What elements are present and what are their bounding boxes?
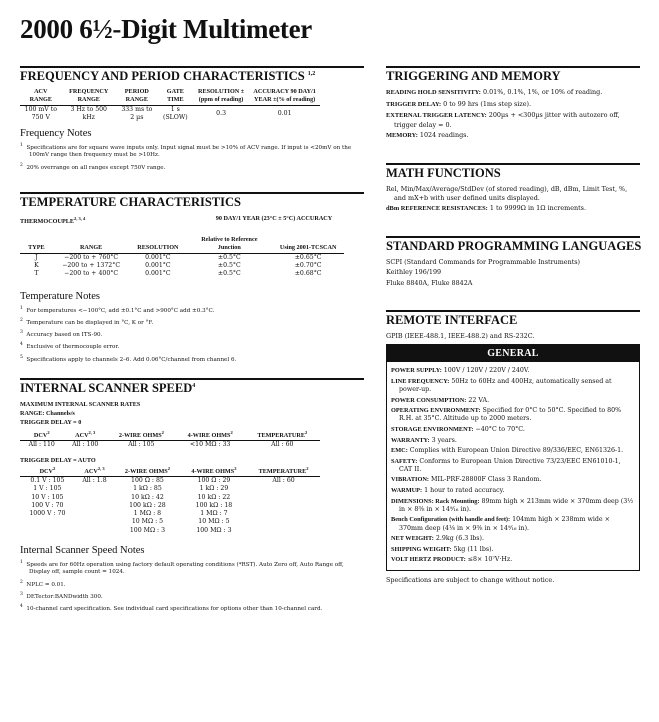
note: $^3$ DETector:BANDwidth 300. bbox=[20, 591, 103, 600]
scanner-column-header: ACV$^{2, 3}$ bbox=[75, 465, 114, 477]
table-row bbox=[20, 510, 320, 518]
temperature-notes-heading: Temperature Notes bbox=[20, 290, 101, 302]
scanner-column-header: TEMPERATURE$^2$ bbox=[245, 429, 320, 441]
table-cell: <10 MΩ : 33 bbox=[189, 441, 231, 449]
cell-frequency: 3 Hz to 500 kHz bbox=[70, 105, 107, 121]
table-cell: 1 MΩ : 7 bbox=[200, 510, 228, 518]
table-cell: 10 kΩ : 42 bbox=[131, 493, 164, 501]
scanner-heading: INTERNAL SCANNER SPEED$^4$ bbox=[20, 380, 196, 395]
table-cell: 0.001°C bbox=[145, 253, 171, 261]
note: $^5$ Specifications apply to channels 2–6. Add 0.06°C/channel from channel 6. bbox=[20, 354, 237, 363]
table-cell: 1000 V : 70 bbox=[29, 510, 66, 518]
table-row bbox=[20, 270, 344, 278]
frequency-heading: FREQUENCY AND PERIOD CHARACTERISTICS $^{1,2}$ bbox=[20, 69, 316, 83]
col-type: TYPE bbox=[20, 236, 53, 253]
general-heading: GENERAL bbox=[387, 345, 639, 362]
spec-item: STORAGE ENVIRONMENT: −40°C to 70°C. bbox=[391, 425, 525, 433]
table-cell bbox=[75, 485, 114, 493]
table-cell: ±0.70°C bbox=[294, 262, 322, 270]
table-cell: 100 MΩ : 3 bbox=[129, 526, 166, 534]
note: $^1$ For temperatures <−100°C, add ±0.1°C and >900°C add ±0.3°C. bbox=[20, 305, 215, 314]
table-cell bbox=[247, 502, 320, 510]
table-cell: All : 1.8 bbox=[82, 476, 107, 484]
table-cell bbox=[20, 518, 75, 526]
table-cell bbox=[75, 527, 114, 535]
table-cell: All : 110 bbox=[28, 441, 55, 449]
table-cell: 1 kΩ : 29 bbox=[199, 485, 229, 493]
col-gate-time: GATE TIME bbox=[158, 88, 193, 105]
table-cell: 0.001°C bbox=[145, 262, 171, 270]
table-cell: J bbox=[35, 253, 38, 261]
spec-item: LINE FREQUENCY: 50Hz to 60Hz and 400Hz, automatically sensed at power-up. bbox=[391, 377, 612, 393]
spec-item: MEMORY: 1024 readings. bbox=[386, 131, 469, 140]
scanner-column-header: 2-WIRE OHMS$^2$ bbox=[107, 429, 176, 441]
note: $^2$ NPLC = 0.01. bbox=[20, 579, 66, 588]
table-cell bbox=[247, 494, 320, 502]
spec-item: POWER SUPPLY: 100V / 120V / 220V / 240V. bbox=[391, 367, 530, 375]
col-accuracy: ACCURACY 90 DAY/1 YEAR ±(% of reading) bbox=[249, 88, 320, 105]
cell-accuracy: 0.01 bbox=[277, 109, 292, 117]
table-cell bbox=[20, 527, 75, 535]
scanner-column-header: ACV$^{2, 3}$ bbox=[63, 429, 106, 441]
table-row bbox=[20, 262, 344, 270]
table-cell: 100 kΩ : 28 bbox=[129, 501, 166, 509]
table-cell: ±0.68°C bbox=[294, 270, 322, 278]
language-item: Fluke 8840A, Fluke 8842A bbox=[386, 278, 473, 287]
scanner-column-header: 4-WIRE OHMS$^2$ bbox=[176, 429, 245, 441]
table-cell bbox=[75, 510, 114, 518]
note: $^4$ Exclusive of thermocouple error. bbox=[20, 342, 120, 351]
spec-item: WARMUP: 1 hour to rated accuracy. bbox=[391, 487, 505, 495]
spec-item: EMC: Complies with European Union Directive 89/336/EEC, EN61326-1. bbox=[391, 447, 624, 455]
math-section bbox=[386, 163, 640, 214]
spec-item: VOLT HERTZ PRODUCT: ≤8× 10⁷V·Hz. bbox=[391, 556, 513, 564]
col-acv-range: ACV RANGE bbox=[20, 88, 62, 105]
col-relative: Relative to Reference Junction bbox=[186, 236, 272, 253]
spec-item: SHIPPING WEIGHT: 5kg (11 lbs). bbox=[391, 545, 494, 553]
temperature-heading: TEMPERATURE CHARACTERISTICS bbox=[20, 195, 241, 210]
table-cell: 100 Ω : 85 bbox=[131, 476, 164, 484]
table-cell: −200 to + 760°C bbox=[64, 253, 119, 261]
scanner-column-header: 2-WIRE OHMS$^2$ bbox=[114, 465, 180, 477]
cell-gate: 1 s (SLOW) bbox=[163, 105, 188, 121]
math-text: Rel, Min/Max/Average/StdDev (of stored reading), dB, dBm, Limit Test, %, and mX+b with user defined units displayed. bbox=[386, 184, 628, 202]
note: $^1$ Specifications are for square wave inputs only. Input signal must be >10% of ACV range. If input is <20mV on the 100mV range then frequency must be >10Hz. bbox=[20, 143, 352, 159]
temperature-table bbox=[20, 236, 344, 278]
table-cell: 10 kΩ : 22 bbox=[197, 493, 231, 501]
spec-item: Bench Configuration (with handle and feet): 104mm high × 238mm wide × 370mm deep (4⅛ in × 9⅜ in × 14⁹⁄₁₆ in). bbox=[391, 516, 610, 532]
left-column bbox=[20, 66, 364, 616]
scanner-column-header: DCV$^2$ bbox=[20, 465, 75, 477]
table-cell: ±0.5°C bbox=[217, 262, 241, 270]
spec-item: READING HOLD SENSITIVITY: 0.01%, 0.1%, 1%, or 10% of reading. bbox=[386, 88, 603, 96]
table-cell: 10 V : 105 bbox=[31, 493, 64, 501]
table-cell: T bbox=[34, 270, 39, 278]
delay-zero-label: TRIGGER DELAY = 0 bbox=[20, 418, 82, 426]
table-cell bbox=[75, 502, 114, 510]
scanner-column-header: TEMPERATURE$^2$ bbox=[247, 465, 320, 477]
cell-acv: 100 mV to 750 V bbox=[24, 105, 57, 121]
table-cell: ±0.5°C bbox=[217, 253, 241, 261]
languages-section bbox=[386, 236, 640, 288]
triggering-section bbox=[386, 66, 640, 141]
table-row bbox=[20, 476, 320, 485]
remote-heading: REMOTE INTERFACE bbox=[386, 312, 518, 327]
table-row bbox=[20, 441, 320, 450]
table-cell bbox=[75, 494, 114, 502]
table-cell: All : 60 bbox=[271, 441, 294, 449]
table-cell: K bbox=[34, 262, 39, 270]
table-row bbox=[20, 502, 320, 510]
scanner-column-header: 4-WIRE OHMS$^2$ bbox=[181, 465, 247, 477]
remote-section bbox=[386, 310, 640, 341]
table-cell: All : 60 bbox=[272, 476, 295, 484]
spec-item: TRIGGER DELAY: 0 to 99 hrs (1ms step size). bbox=[386, 99, 532, 108]
table-cell bbox=[75, 518, 114, 526]
col-resolution: RESOLUTION bbox=[129, 236, 186, 253]
remote-text: GPIB (IEEE-488.1, IEEE-488.2) and RS-232C. bbox=[386, 331, 535, 340]
table-cell: 10 MΩ : 5 bbox=[198, 518, 230, 526]
dbm-reference: dBm REFERENCE RESISTANCES: 1 to 9999Ω in 1Ω increments. bbox=[386, 204, 586, 213]
table-cell: 0.1 V : 105 bbox=[30, 476, 65, 484]
table-cell: ±0.5°C bbox=[217, 270, 241, 278]
table-cell bbox=[247, 518, 320, 526]
table-cell: −200 to + 1372°C bbox=[62, 262, 121, 270]
table-row bbox=[20, 485, 320, 493]
page-title: 2000 6½-Digit Multimeter bbox=[20, 14, 312, 44]
cell-period: 333 ms to 2 µs bbox=[121, 105, 153, 121]
col-resolution: RESOLUTION ±(ppm of reading) bbox=[193, 88, 249, 105]
table-cell bbox=[247, 510, 320, 518]
scanner-section bbox=[20, 378, 364, 614]
spec-item: VIBRATION: MIL-PRF-28800F Class 3 Random. bbox=[391, 476, 542, 484]
table-row bbox=[20, 527, 320, 535]
scanner-table-auto bbox=[20, 465, 320, 535]
spec-item: SAFETY: Conforms to European Union Directive 73/23/EEC EN61010-1, CAT II. bbox=[391, 457, 621, 473]
note: $^2$ Temperature can be displayed in °C, K or °F. bbox=[20, 317, 154, 326]
table-cell: 100 MΩ : 3 bbox=[196, 526, 232, 534]
table-row bbox=[20, 518, 320, 526]
temperature-section bbox=[20, 192, 364, 364]
table-cell: 1 V : 105 bbox=[33, 485, 62, 493]
table-row bbox=[20, 105, 320, 122]
note: $^3$ Accuracy based on ITS-90. bbox=[20, 330, 103, 338]
table-cell: 0.001°C bbox=[145, 270, 171, 278]
table-cell: All : 100 bbox=[72, 441, 99, 449]
col-frequency-range: FREQUENCY RANGE bbox=[62, 88, 116, 105]
table-row bbox=[20, 494, 320, 502]
table-cell: All : 105 bbox=[128, 441, 155, 449]
delay-auto-label: TRIGGER DELAY = AUTO bbox=[20, 456, 96, 464]
scanner-table-delay0 bbox=[20, 429, 320, 450]
spec-item: POWER CONSUMPTION: 22 VA. bbox=[391, 396, 490, 404]
frequency-table bbox=[20, 88, 320, 122]
spec-item: EXTERNAL TRIGGER LATENCY: 200µs + <300µs jitter with autozero off, trigger delay = 0. bbox=[386, 111, 620, 129]
col-range: RANGE bbox=[53, 236, 130, 253]
table-cell: 1 kΩ : 85 bbox=[133, 485, 162, 493]
col-period-range: PERIOD RANGE bbox=[116, 88, 158, 105]
table-cell: ±0.65°C bbox=[294, 253, 322, 261]
language-item: SCPI (Standard Commands for Programmable Instruments) bbox=[386, 257, 581, 266]
spec-item: NET WEIGHT: 2.9kg (6.3 lbs). bbox=[391, 535, 484, 543]
right-column bbox=[386, 66, 640, 587]
table-cell: −200 to + 400°C bbox=[64, 270, 119, 278]
general-box bbox=[386, 344, 640, 571]
cell-resolution: 0.3 bbox=[216, 109, 227, 117]
col-tcscan: Using 2001-TCSCAN bbox=[272, 236, 344, 253]
table-cell bbox=[247, 485, 320, 493]
spec-item: DIMENSIONS: Rack Mounting: 89mm high × 213mm wide × 370mm deep (3½ in × 8⅜ in × 14⁹⁄₁₆ in). bbox=[391, 497, 634, 513]
spec-item: WARRANTY: 3 years. bbox=[391, 436, 457, 444]
table-cell: 100 V : 70 bbox=[31, 501, 64, 509]
table-cell bbox=[247, 527, 320, 535]
scanner-column-header: DCV$^2$ bbox=[20, 429, 63, 441]
languages-heading: STANDARD PROGRAMMING LANGUAGES bbox=[386, 238, 642, 253]
spec-item: OPERATING ENVIRONMENT: Specified for 0°C to 50°C. Specified to 80% R.H. at 35°C. Altitude up to 2000 meters. bbox=[391, 407, 622, 423]
accuracy-label: 90 DAY/1 YEAR (23°C ± 5°C) ACCURACY bbox=[215, 215, 333, 223]
triggering-heading: TRIGGERING AND MEMORY bbox=[386, 69, 561, 83]
frequency-section bbox=[20, 66, 364, 172]
math-heading: MATH FUNCTIONS bbox=[386, 165, 501, 180]
note: $^1$ Speeds are for 60Hz operation using factory default operating conditions (*RST). Auto Zero off, Auto Range off, Display off, sample count = 1024. bbox=[20, 560, 344, 576]
footer-note: Specifications are subject to change without notice. bbox=[386, 576, 555, 585]
frequency-notes-heading: Frequency Notes bbox=[20, 128, 92, 140]
table-cell: 1 MΩ : 8 bbox=[133, 510, 162, 518]
language-item: Keithley 196/199 bbox=[386, 268, 442, 277]
thermocouple-label: THERMOCOUPLE$^{2, 3, 4}$ bbox=[20, 216, 86, 226]
table-cell: 100 Ω : 29 bbox=[197, 476, 231, 484]
range-label: RANGE: Channels/s bbox=[20, 409, 75, 417]
scanner-notes-heading: Internal Scanner Speed Notes bbox=[20, 545, 145, 557]
max-rates-label: MAXIMUM INTERNAL SCANNER RATES bbox=[20, 400, 141, 408]
table-cell: 100 kΩ : 18 bbox=[195, 501, 233, 509]
note: $^2$ 20% overrange on all ranges except 750V range. bbox=[20, 162, 166, 171]
note: $^4$ 10-channel card specification. See individual card specifications for options other than 10-channel card. bbox=[20, 604, 323, 613]
table-cell: 10 MΩ : 5 bbox=[131, 518, 164, 526]
table-row bbox=[20, 253, 344, 262]
